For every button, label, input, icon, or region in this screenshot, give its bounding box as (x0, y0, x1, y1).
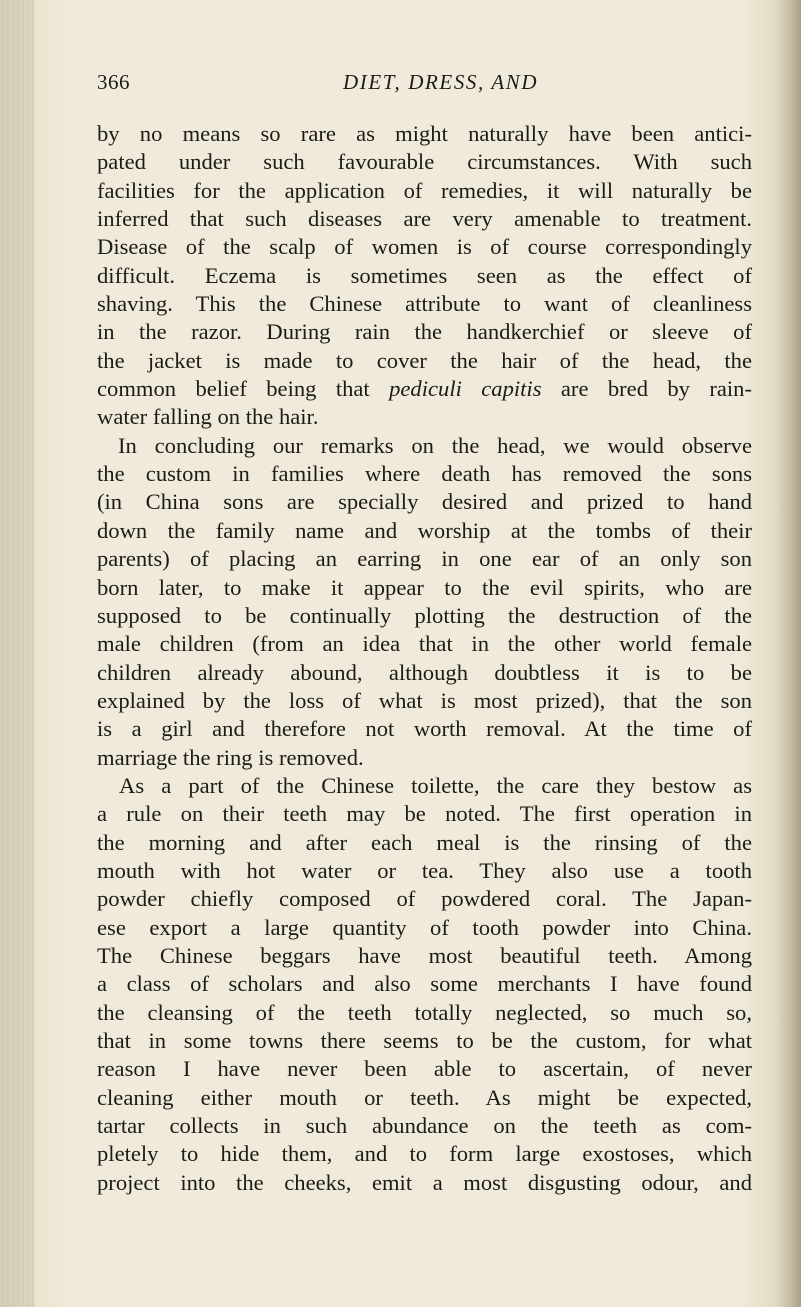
text-line: parents) of placing an earring in one ear of an only son (97, 546, 752, 572)
text-line: reason I have never been able to ascertain, of never (97, 1056, 752, 1082)
text-line: by no means so rare as might naturally have been antici- (97, 121, 752, 146)
text-line: inferred that such diseases are very amenable to treatment. (97, 206, 752, 232)
text-line: pletely to hide them, and to form large exostoses, which (97, 1141, 752, 1167)
text-line: supposed to be continually plotting the destruction of the (97, 602, 752, 628)
text-line: powder chiefly composed of powdered coral. The Japan- (97, 886, 752, 912)
text-line: project into the cheeks, emit a most disgusting odour, and (97, 1169, 752, 1195)
page-header (97, 70, 752, 110)
text-line: cleaning either mouth or teeth. As might be expected, (97, 1084, 752, 1110)
text-line: mouth with hot water or tea. They also use a tooth (97, 857, 752, 883)
text-line: male children (from an idea that in the other world female (97, 631, 752, 657)
text-line: difficult. Eczema is sometimes seen as the effect of (97, 262, 752, 288)
text-segment: common belief being that (97, 376, 370, 402)
text-line: a class of scholars and also some merchants I have found (97, 971, 752, 997)
text-line: (in China sons are specially desired and prized to hand (97, 489, 752, 515)
text-line: pated under such favourable circumstances. With such (97, 149, 752, 175)
text-line: in the razor. During rain the handkerchief or sleeve of (97, 319, 752, 345)
text-line: ese export a large quantity of tooth powder into China. (97, 914, 752, 940)
text-line: children already abound, although doubtless it is to be (97, 659, 752, 685)
text-line: that in some towns there seems to be the custom, for what (97, 1028, 752, 1053)
text-line: the morning and after each meal is the rinsing of the (97, 829, 752, 855)
text-line: tartar collects in such abundance on the teeth as com- (97, 1113, 752, 1139)
text-line: is a girl and therefore not worth removal. At the time of (97, 716, 752, 742)
text-line: the custom in families where death has removed the sons (97, 461, 752, 487)
text-line: shaving. This the Chinese attribute to want of cleanliness (97, 291, 752, 317)
text-segment: are bred by rain- (560, 376, 752, 402)
text-line: water falling on the hair. (97, 404, 319, 430)
text-line: marriage the ring is removed. (97, 744, 364, 770)
page-number: 366 (97, 70, 130, 94)
running-head: DIET, DRESS, AND (343, 70, 539, 94)
text-line: facilities for the application of remedies, it will naturally be (97, 177, 752, 203)
text-line: the jacket is made to cover the hair of the head, the (97, 347, 752, 373)
body-text (97, 120, 752, 1197)
text-line: explained by the loss of what is most prized), that the son (97, 687, 752, 713)
text-line: The Chinese beggars have most beautiful teeth. Among (97, 942, 752, 968)
text-line: born later, to make it appear to the evil spirits, who are (97, 574, 752, 600)
paragraph-start-line: As a part of the Chinese toilette, the care they bestow as (119, 772, 752, 798)
text-line: Disease of the scalp of women is of course correspondingly (97, 234, 752, 260)
page-outer-edge (777, 0, 801, 1307)
text-line-with-italic (97, 375, 752, 403)
text-line: the cleansing of the teeth totally neglected, so much so, (97, 999, 752, 1025)
page-binding-edge (0, 0, 34, 1307)
paragraph-start-line: In concluding our remarks on the head, we would observe (118, 432, 752, 458)
text-line: a rule on their teeth may be noted. The first operation in (97, 801, 752, 827)
text-line: down the family name and worship at the tombs of their (97, 517, 752, 543)
italic-term: pediculi capitis (389, 376, 542, 402)
